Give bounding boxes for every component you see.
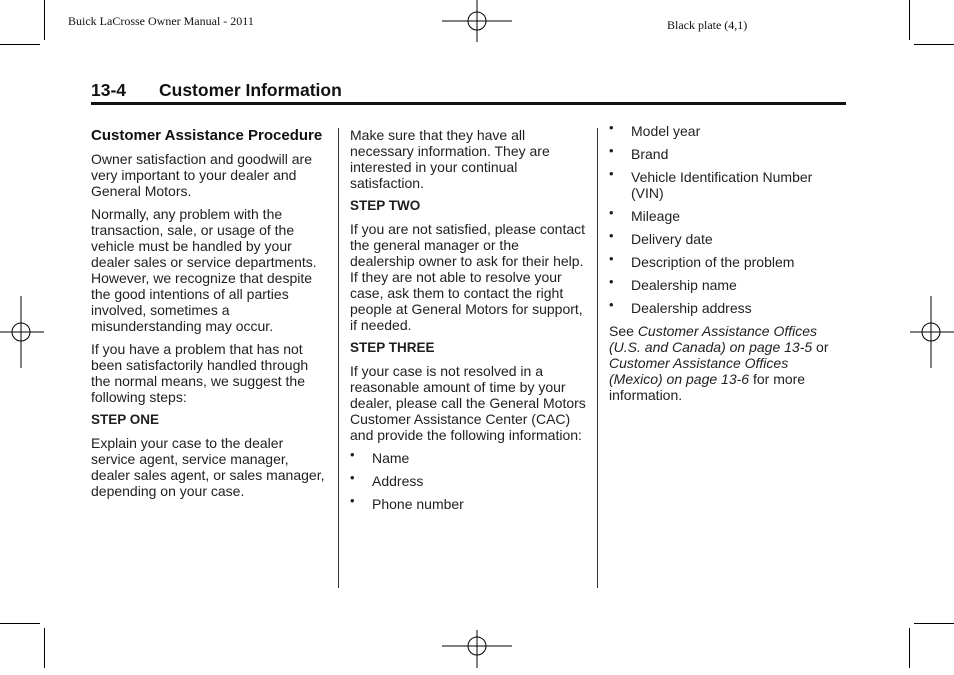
- list-item-text: Dealership address: [631, 300, 752, 316]
- column-2: [350, 127, 586, 519]
- crop-mark: [0, 44, 40, 45]
- list-item-text: Vehicle Identification Number (VIN): [631, 169, 813, 201]
- section-number: 13-4: [91, 80, 127, 100]
- step-label: STEP THREE: [350, 340, 435, 355]
- paragraph: Owner satisfaction and goodwill are very important to your dealer and General Motors.: [91, 151, 313, 199]
- column-3: [609, 120, 845, 410]
- info-list: [609, 120, 845, 316]
- paragraph: If you have a problem that has not been satisfactorily handled through the normal means, we suggest the following steps:: [91, 341, 309, 405]
- list-item: [609, 166, 845, 201]
- manual-title: Buick LaCrosse Owner Manual - 2011: [68, 14, 254, 28]
- list-item: [350, 470, 586, 489]
- crop-mark: [909, 628, 910, 668]
- crop-mark: [44, 628, 45, 668]
- section-title: Customer Information: [159, 80, 342, 100]
- tail-text: for more information.: [609, 371, 806, 403]
- list-item: [609, 143, 845, 162]
- column-1: [91, 127, 327, 506]
- paragraph: Explain your case to the dealer service agent, service manager, dealer sales agent, or sales manager, depending on your case.: [91, 435, 325, 499]
- see-text: See: [609, 323, 634, 339]
- list-item-text: Description of the problem: [631, 254, 795, 270]
- list-item: [609, 297, 845, 316]
- heading-rule: [91, 102, 846, 105]
- paragraph: If you are not satisfied, please contact the general manager or the dealership owner to ask for their help. If they are not able to resolve your case, ask them to contact the right people at General Motors for support, if needed.: [350, 221, 586, 333]
- list-item: [350, 493, 586, 512]
- list-item-text: Mileage: [631, 208, 681, 224]
- bullet-icon: •: [350, 493, 355, 508]
- paragraph: If your case is not resolved in a reasonable amount of time by your dealer, please call the General Motors Customer Assistance Center (CAC) and provide the following information:: [350, 363, 586, 443]
- bullet-icon: •: [609, 297, 614, 312]
- bullet-icon: •: [609, 143, 614, 158]
- crop-mark: [914, 623, 954, 624]
- cross-reference-link[interactable]: Customer Assistance Offices (Mexico) on page 13-6: [609, 355, 789, 387]
- registration-mark-icon: [910, 296, 954, 368]
- cross-reference-paragraph: [609, 323, 845, 403]
- crop-mark: [914, 44, 954, 45]
- column-divider: [338, 128, 339, 588]
- or-text: or: [816, 339, 829, 355]
- registration-mark-icon: [0, 296, 44, 368]
- crop-mark: [0, 623, 40, 624]
- step-label: STEP ONE: [91, 412, 160, 427]
- subsection-heading: Customer Assistance Procedure: [91, 127, 323, 144]
- list-item-text: Address: [372, 473, 424, 489]
- bullet-icon: •: [609, 166, 614, 181]
- column-divider: [597, 128, 598, 588]
- list-item-text: Dealership name: [631, 277, 737, 293]
- plate-label: Black plate (4,1): [667, 18, 748, 32]
- section-heading: [91, 80, 846, 102]
- paragraph: Make sure that they have all necessary information. They are interested in your continual satisfaction.: [350, 127, 550, 191]
- step-label: STEP TWO: [350, 198, 421, 213]
- bullet-icon: •: [350, 447, 355, 462]
- list-item-text: Brand: [631, 146, 669, 162]
- list-item-text: Model year: [631, 123, 701, 139]
- crop-mark: [44, 0, 45, 40]
- info-list: [350, 447, 586, 512]
- bullet-icon: •: [609, 120, 614, 135]
- list-item-text: Phone number: [372, 496, 464, 512]
- bullet-icon: •: [350, 470, 355, 485]
- bullet-icon: •: [609, 205, 614, 220]
- bullet-icon: •: [609, 228, 614, 243]
- paragraph: Normally, any problem with the transaction, sale, or usage of the vehicle must be handled by your dealer sales or service departments. However, we recognize that despite the good intentions of all parties involved, sometimes a misunderstanding may occur.: [91, 206, 317, 334]
- list-item: [609, 120, 845, 139]
- crop-mark: [909, 0, 910, 40]
- list-item: [609, 251, 845, 270]
- list-item-text: Delivery date: [631, 231, 713, 247]
- bullet-icon: •: [609, 274, 614, 289]
- list-item: [350, 447, 586, 466]
- list-item: [609, 205, 845, 224]
- registration-mark-icon: [442, 0, 512, 50]
- list-item: [609, 228, 845, 247]
- list-item: [609, 274, 845, 293]
- cross-reference-link[interactable]: Customer Assistance Offices (U.S. and Canada) on page 13-5: [609, 323, 818, 355]
- list-item-text: Name: [372, 450, 410, 466]
- bullet-icon: •: [609, 251, 614, 266]
